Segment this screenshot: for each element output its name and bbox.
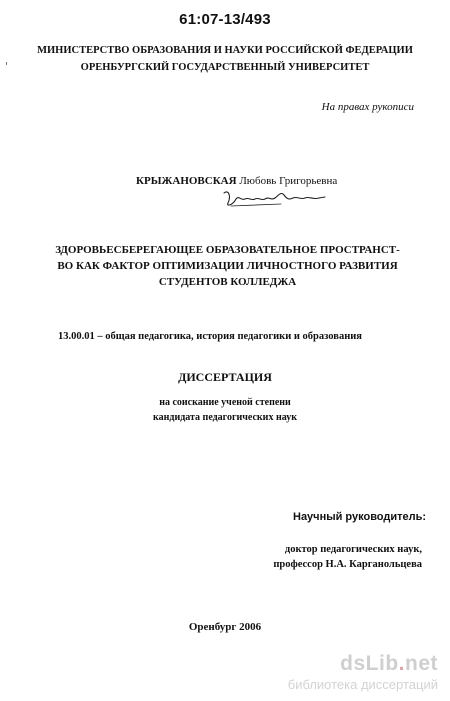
watermark-logo-dot: . (398, 652, 405, 675)
institution-header (0, 42, 450, 76)
watermark-logo-tld: net (405, 652, 438, 675)
author-signature (221, 187, 331, 211)
ministry-name: МИНИСТЕРСТВО ОБРАЗОВАНИЯ И НАУКИ РОССИЙСКОЙ ФЕДЕРАЦИИ (37, 45, 413, 56)
specialty-code: 13.00.01 – общая педагогика, история педагогики и образования (58, 331, 362, 342)
degree-info (0, 395, 450, 425)
author-surname: КРЫЖАНОВСКАЯ (136, 175, 237, 187)
university-name: ОРЕНБУРГСКИЙ ГОСУДАРСТВЕННЫЙ УНИВЕРСИТЕТ (80, 62, 370, 73)
author-line (136, 175, 337, 187)
dslib-watermark (262, 652, 442, 696)
supervisor-info (262, 542, 422, 572)
degree-line: на соискание ученой степени (159, 397, 291, 408)
document-type: ДИССЕРТАЦИЯ (178, 370, 272, 384)
place-year: Оренбург 2006 (188, 621, 262, 633)
supervisor-degree: доктор педагогических наук, (284, 544, 422, 555)
title-line: ЗДОРОВЬЕСБЕРЕГАЮЩЕЕ ОБРАЗОВАТЕЛЬНОЕ ПРОСТРАНСТ- (55, 244, 400, 256)
degree-line: кандидата педагогических наук (153, 412, 297, 423)
supervisor-label: Научный руководитель: (293, 511, 427, 523)
supervisor-name: профессор Н.А. Карганольцева (273, 559, 422, 570)
title-line: СТУДЕНТОВ КОЛЛЕДЖА (158, 276, 297, 288)
author-given-names: Любовь Григорьевна (239, 175, 338, 187)
catalog-number: 61:07-13/493 (179, 11, 271, 28)
dissertation-title (40, 242, 415, 290)
title-line: ВО КАК ФАКТОР ОПТИМИЗАЦИИ ЛИЧНОСТНОГО РАЗВИТИЯ (57, 260, 398, 272)
watermark-logo-main: dsLib (340, 652, 399, 675)
watermark-caption: библиотека диссертаций (287, 677, 438, 692)
manuscript-note: На правах рукописи (321, 101, 414, 113)
watermark-logo (340, 652, 438, 676)
